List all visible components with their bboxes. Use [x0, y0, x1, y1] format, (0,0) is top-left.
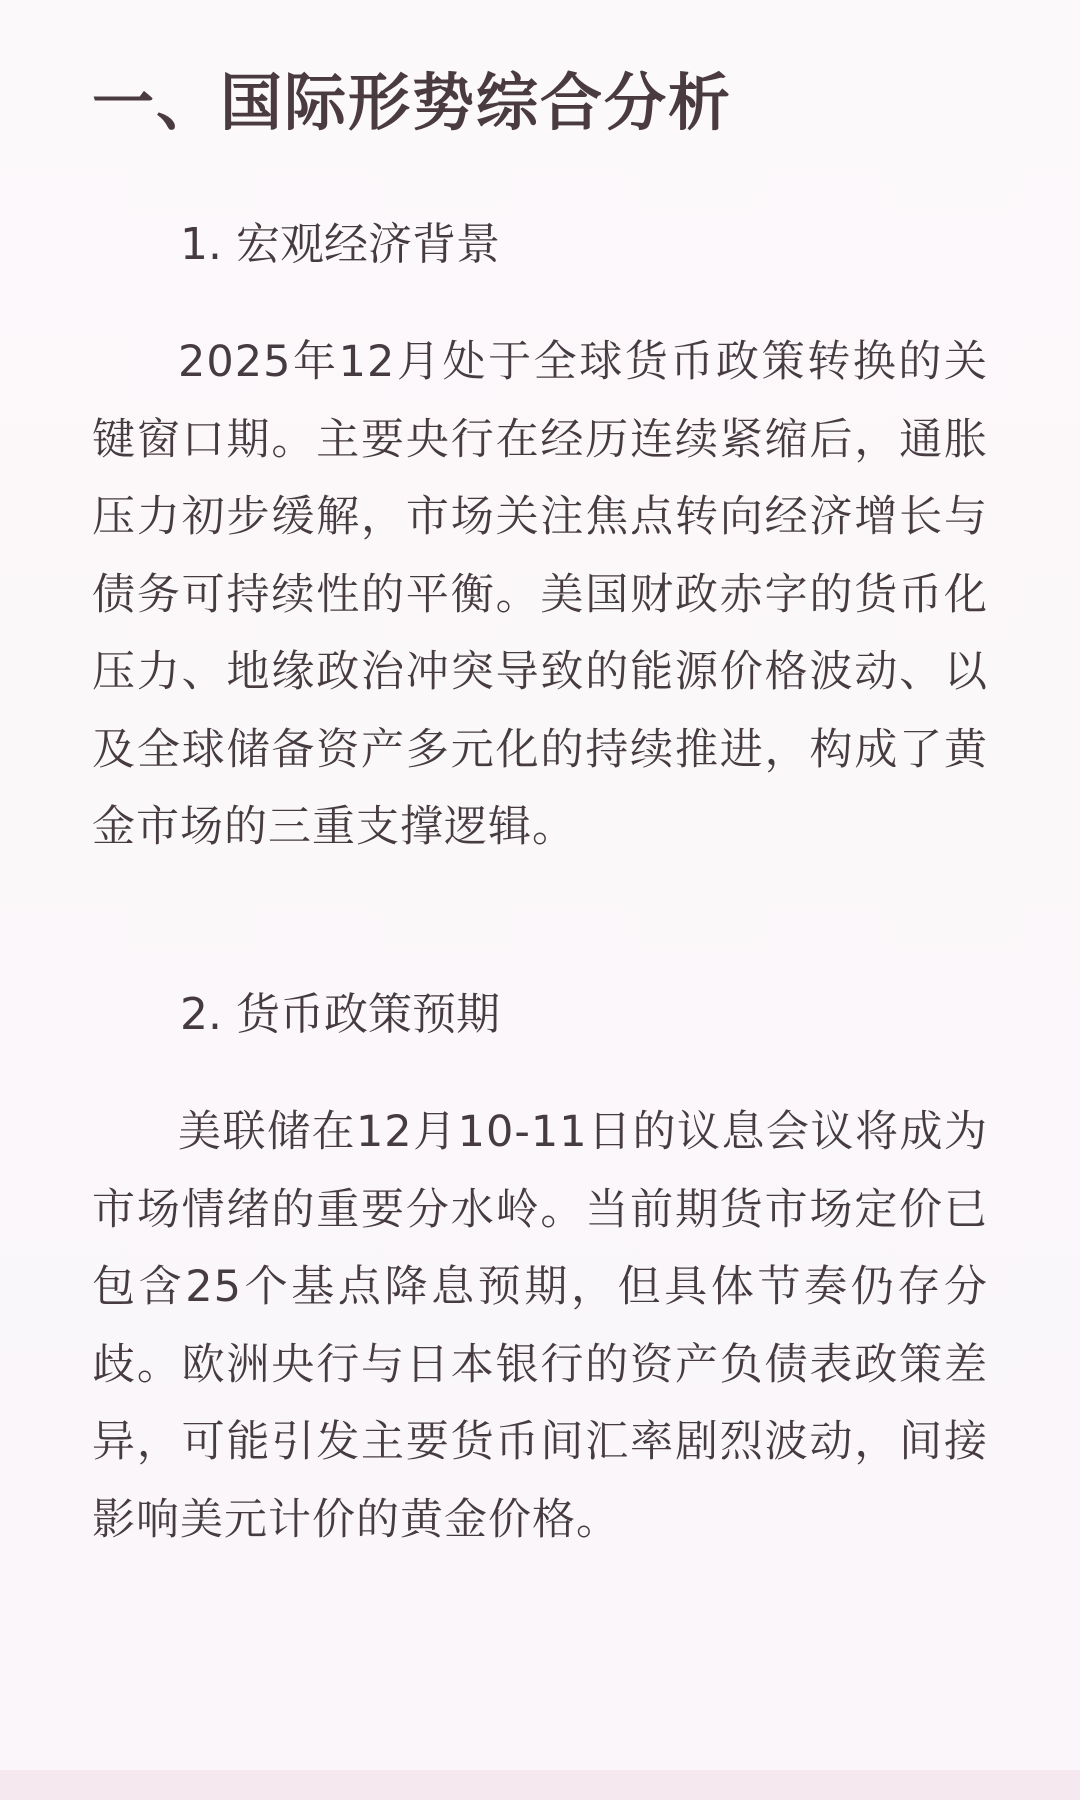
subsection-heading-macro: 1. 宏观经济背景 [180, 219, 500, 270]
section-title: 一、国际形势综合分析 [92, 66, 733, 139]
paragraph-macro-background: 2025年12月处于全球货币政策转换的关键窗口期。主要央行在经历连续紧缩后，通胀压力初步缓解，市场关注焦点转向经济增长与债务可持续性的平衡。美国财政赤字的货币化压力、地缘政治冲突导致的能源价格波动、以及全球储备资产多元化的持续推进，构成了黄金市场的三重支撑逻辑。 [92, 337, 988, 852]
subsection-heading-monetary: 2. 货币政策预期 [180, 989, 500, 1040]
bottom-decorative-band [0, 1770, 1080, 1800]
paragraph-monetary-policy: 美联储在12月10-11日的议息会议将成为市场情绪的重要分水岭。当前期货市场定价已包含25个基点降息预期，但具体节奏仍存分歧。欧洲央行与日本银行的资产负债表政策差异，可能引发主要货币间汇率剧烈波动，间接影响美元计价的黄金价格。 [92, 1107, 988, 1545]
